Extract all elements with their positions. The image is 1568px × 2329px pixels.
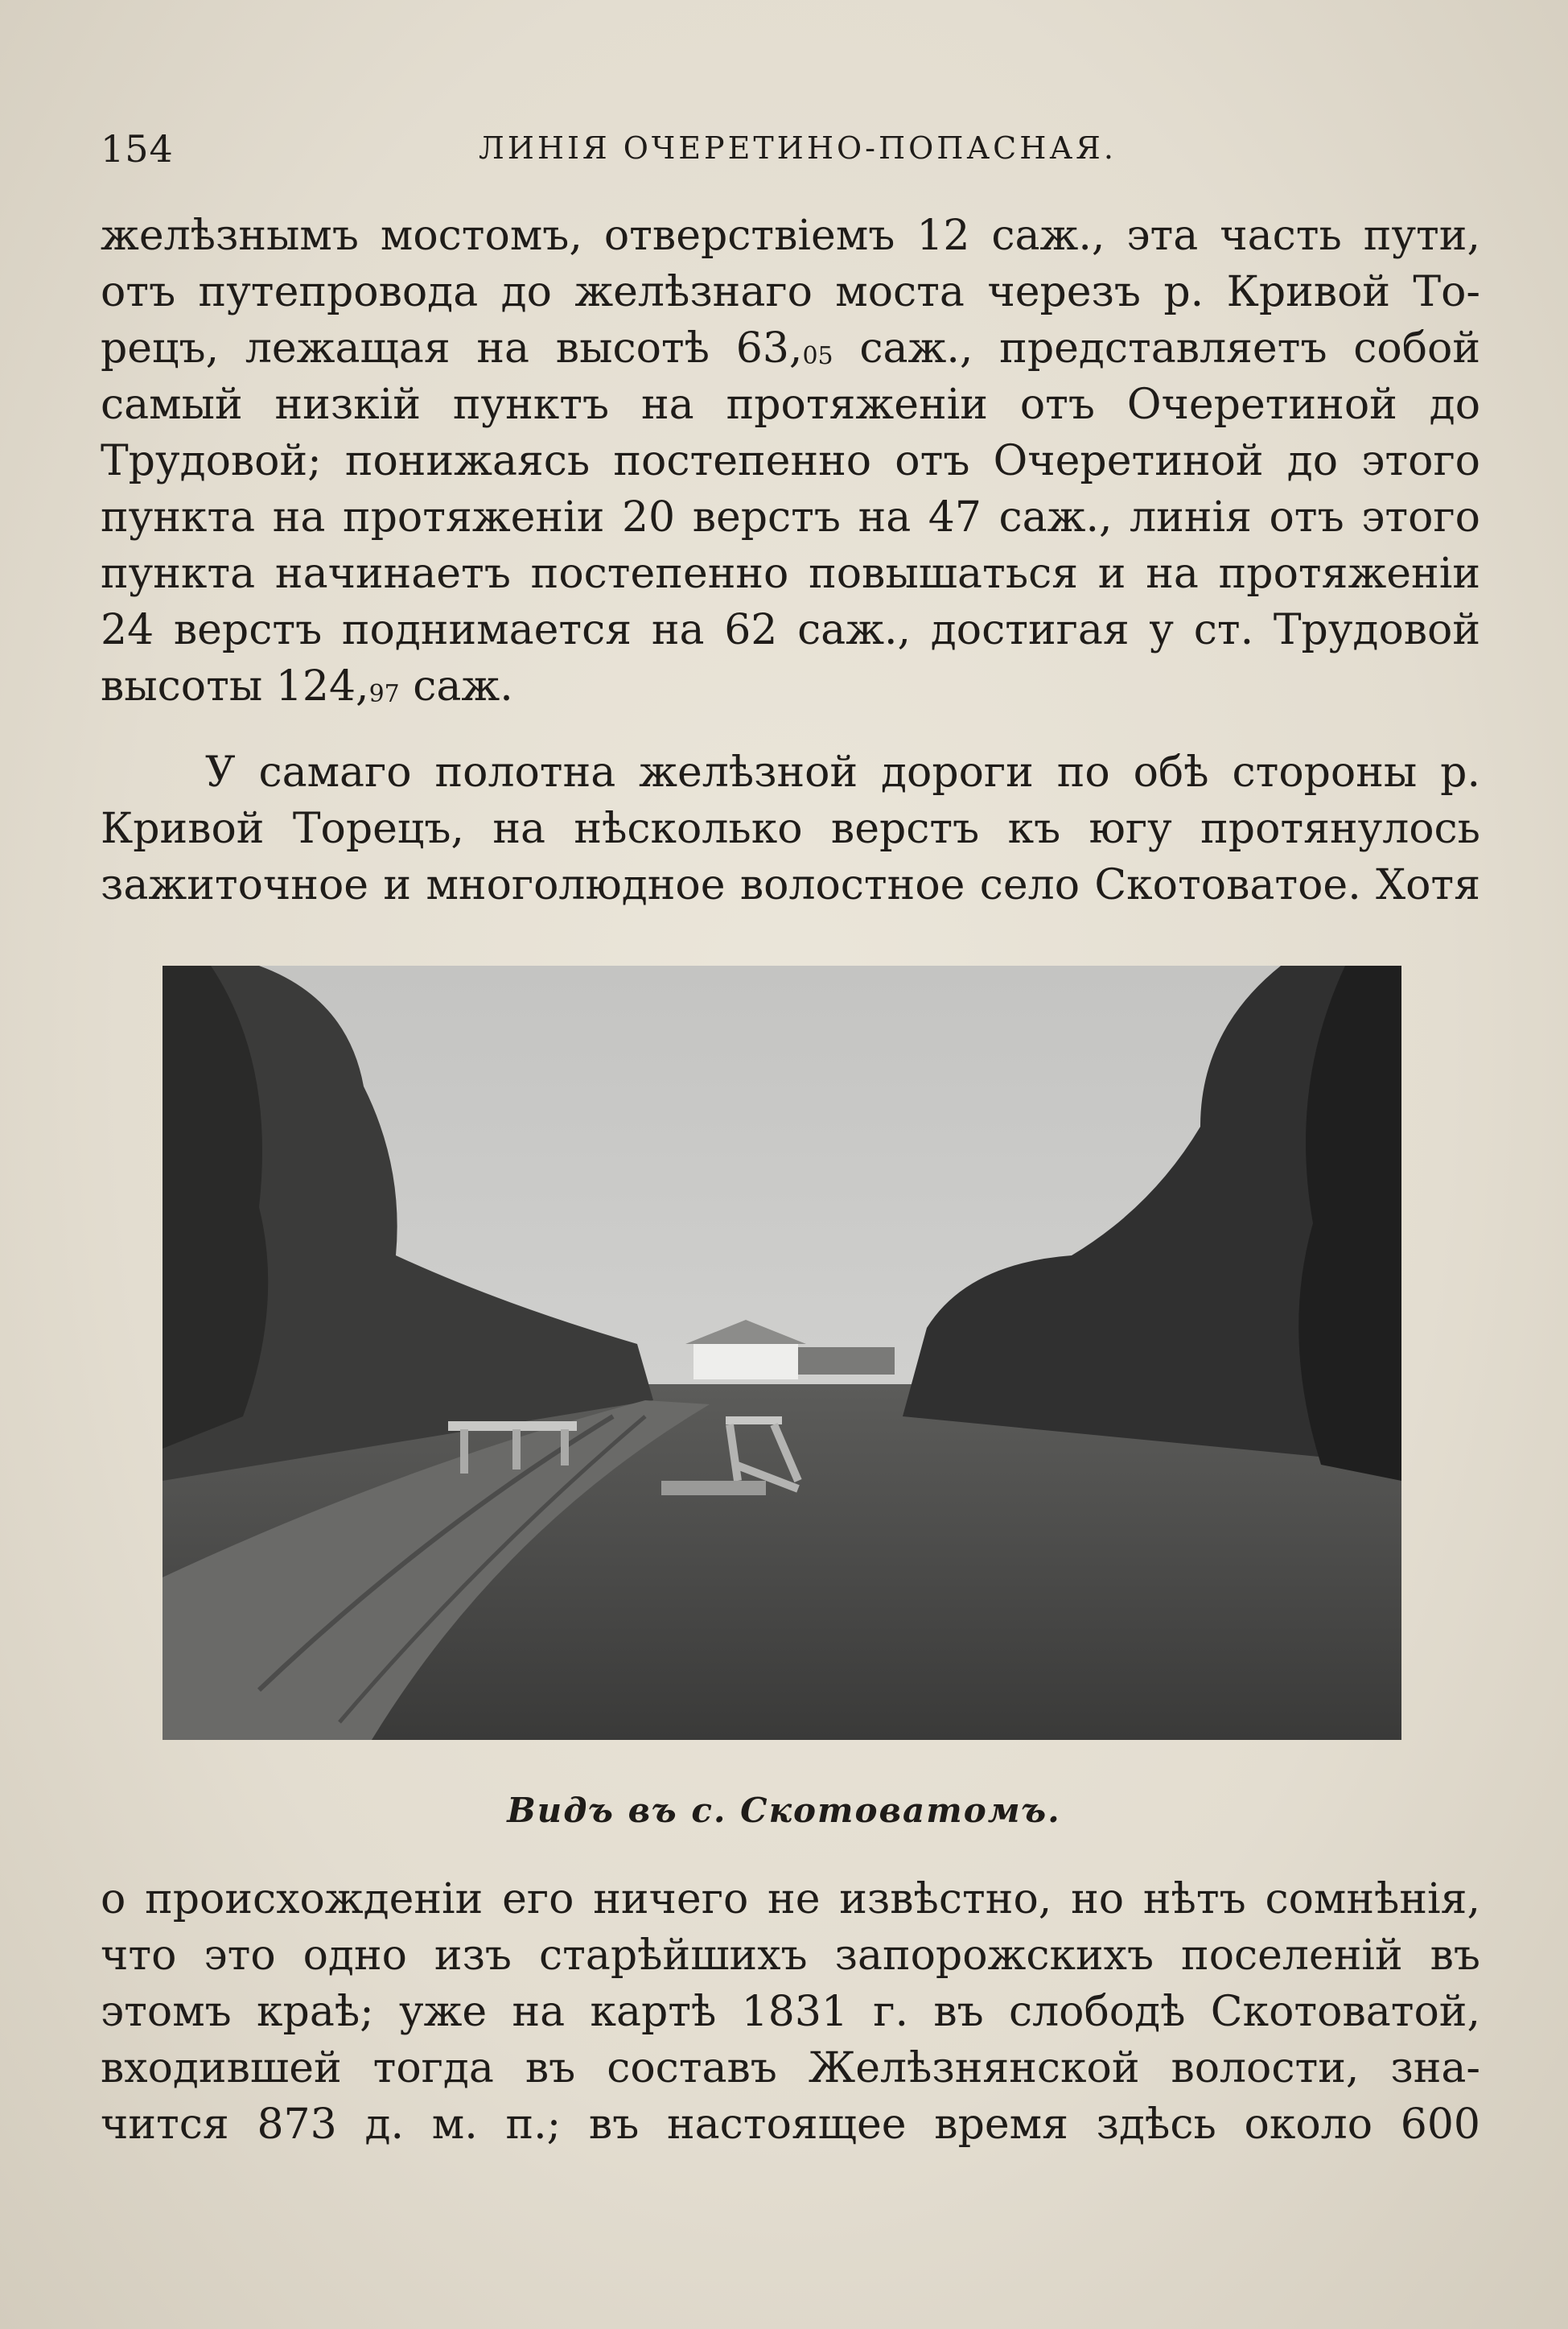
text-line: отъ путепровода до желѣзнаго моста черезъ р. Кривой То-	[101, 268, 1480, 316]
house-wall	[693, 1342, 798, 1379]
paragraph-continuation	[101, 208, 1480, 715]
page-header	[101, 121, 1480, 177]
decimal-subscript: 05	[802, 342, 833, 370]
text-line: входившей тогда въ составъ Желѣзнянской волости, зна-	[101, 2044, 1480, 2092]
text-line	[101, 320, 1480, 377]
paragraph-skotovatoe	[101, 744, 1480, 913]
bridge-post	[512, 1429, 521, 1470]
text-line: пункта на протяженіи 20 верстъ на 47 саж., линія отъ этого	[101, 493, 1480, 542]
text-line: самый низкій пунктъ на протяженіи отъ Очеретиной до	[101, 381, 1480, 429]
bridge-post	[561, 1429, 569, 1465]
text-line: о происхожденіи его ничего не извѣстно, но нѣтъ сомнѣнія,	[101, 1875, 1480, 1923]
text-line: желѣзнымъ мостомъ, отверствіемъ 12 саж., эта часть пути,	[101, 212, 1480, 260]
text-line: У самаго полотна желѣзной дороги по обѣ стороны р.	[205, 748, 1480, 797]
text-line: что это одно изъ старѣйшихъ запорожскихъ поселеній въ	[101, 1931, 1480, 1980]
text-line: пункта начинаетъ постепенно повышаться и на протяженіи	[101, 550, 1480, 598]
decimal-subscript: 97	[368, 680, 400, 708]
text-segment: саж., представляетъ собой	[833, 324, 1480, 373]
text-segment: высоты 124,	[101, 662, 369, 711]
text-line: Кривой Торецъ, на нѣсколько верстъ къ югу протянулось	[101, 805, 1480, 853]
page-number: 154	[101, 127, 174, 171]
text-line: 24 верстъ поднимается на 62 саж., достигая у ст. Трудовой	[101, 606, 1480, 654]
village-photograph	[163, 966, 1401, 1740]
text-segment: рецъ, лежащая на высотѣ 63,	[101, 324, 803, 373]
wooden-bridge-right	[726, 1416, 782, 1424]
paragraph-history	[101, 1871, 1480, 2153]
water	[661, 1481, 766, 1495]
text-line: Трудовой; понижаясь постепенно отъ Очеретиной до этого	[101, 437, 1480, 485]
text-line: этомъ краѣ; уже на картѣ 1831 г. въ слободѣ Скотоватой,	[101, 1988, 1480, 2036]
photo-illustration	[163, 966, 1401, 1740]
text-line: чится 873 д. м. п.; въ настоящее время здѣсь около 600	[101, 2100, 1480, 2149]
text-line: зажиточное и многолюдное волостное село Скотоватое. Хотя	[101, 861, 1480, 909]
text-line	[101, 658, 1480, 715]
bridge-post	[460, 1429, 468, 1474]
figure-caption: Видъ въ с. Скотоватомъ.	[507, 1791, 1061, 1830]
running-title: ЛИНІЯ ОЧЕРЕТИНО-ПОПАСНАЯ.	[479, 130, 1117, 166]
farm-building	[798, 1347, 895, 1375]
text-segment: саж.	[399, 662, 513, 711]
